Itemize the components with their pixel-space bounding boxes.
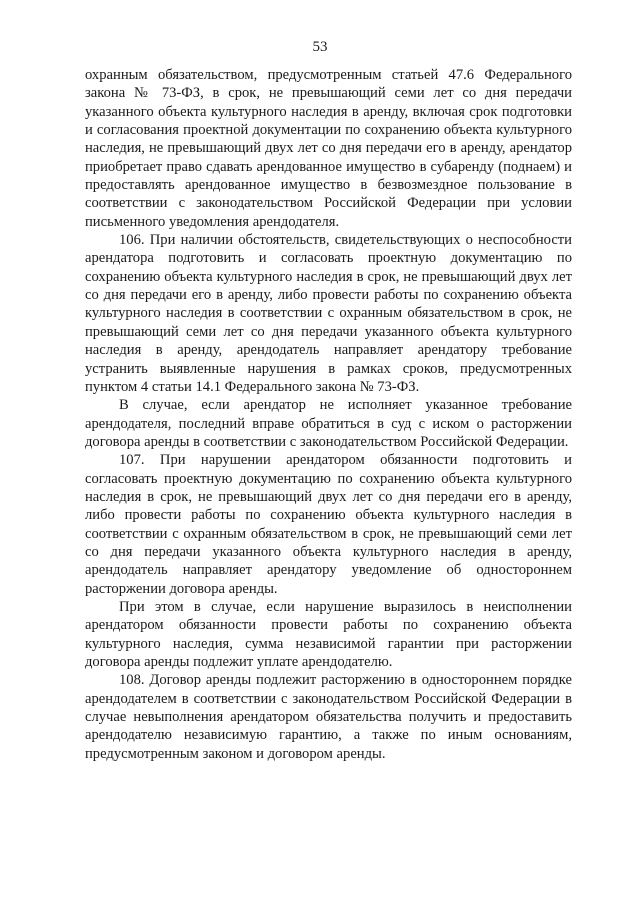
paragraph-106-lawsuit: В случае, если арендатор не исполняет указанное требование арендодателя, последний вправе обратиться в суд с иском о расторжении договора аренды в соответствии с законодательством Российской Федерации. [85, 397, 572, 450]
paragraph-continuation: охранным обязательством, предусмотренным статьей 47.6 Федерального закона № 73-ФЗ, в срок, не превышающий семи лет со дня передачи указанного объекта культурного наследия в аренду, включая срок подготовки и согласования проектной документации по сохранению объекта культурного наследия, не превышающий двух лет со дня передачи его в аренду, арендатор приобретает право сдавать арендованное имущество в субаренду (поднаем) и предоставлять арендованное имущество в безвозмездное пользование в соответствии с законодательством Российской Федерации при условии письменного уведомления арендодателя. [85, 67, 572, 230]
paragraph-107-guarantee: При этом в случае, если нарушение выразилось в неисполнении арендатором обязанности провести работы по сохранению объекта культурного наследия, сумма независимой гарантии при расторжении договора аренды подлежит уплате арендодателю. [85, 598, 572, 670]
paragraph-108: 108. Договор аренды подлежит расторжению в одностороннем порядке арендодателем в соответствии с законодательством Российской Федерации в случае невыполнения арендатором обязательства получить и предоставить арендодателю независимую гарантию, а также по иным основаниям, предусмотренным законом и договором аренды. [85, 672, 572, 762]
page-number: 53 [312, 39, 328, 55]
paragraph-106: 106. При наличии обстоятельств, свидетельствующих о неспособности арендатора подготовить и согласовать проектную документацию по сохранению объекта культурного наследия в срок, не превышающий двух лет со дня передачи его в аренду, либо провести работы по сохранению объекта культурного наследия в соответствии с охранным обязательством в срок, не превышающий семи лет со дня передачи указанного объекта культурного наследия в аренду, арендодатель направляет арендатору требование устранить выявленные нарушения в рамках сроков, предусмотренных пунктом 4 статьи 14.1 Федерального закона № 73-ФЗ. [85, 232, 572, 395]
paragraph-107: 107. При нарушении арендатором обязанности подготовить и согласовать проектную документацию по сохранению объекта культурного наследия в срок, не превышающий двух лет со дня передачи его в аренду, либо провести работы по сохранению объекта культурного наследия в соответствии с охранным обязательством в срок, не превышающий семи лет со дня передачи указанного объекта культурного наследия в аренду, арендодатель направляет арендатору уведомление об одностороннем расторжении договора аренды. [85, 452, 572, 597]
document-body [85, 66, 572, 763]
